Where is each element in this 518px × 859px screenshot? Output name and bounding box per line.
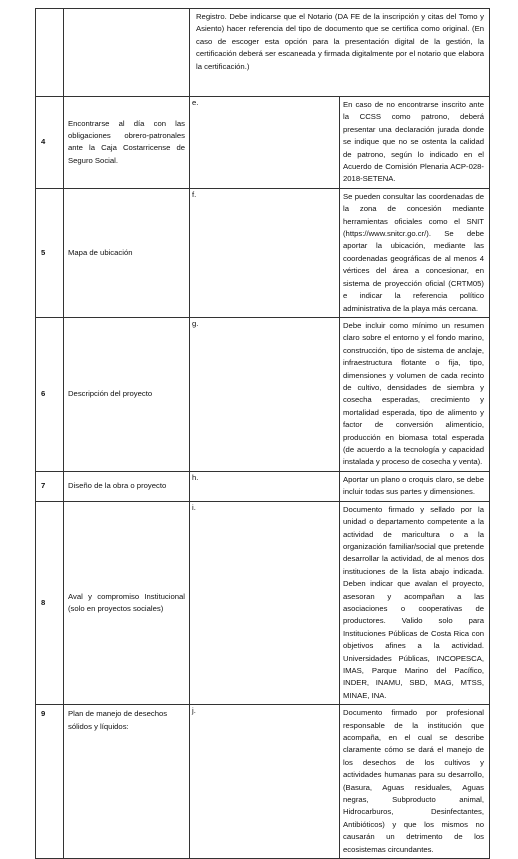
table-row xyxy=(36,188,490,317)
item-letter: e. xyxy=(190,97,340,189)
item-letter: j. xyxy=(190,705,340,859)
requirement-name xyxy=(64,9,190,97)
table-row xyxy=(36,501,490,705)
row-number: 4 xyxy=(36,97,64,189)
table-row xyxy=(36,471,490,501)
requirement-description: Documento firmado por profesional responsable de la institución que acompaña, en el cual se describe claramente cómo se dará el manejo de los desechos de los cultivos y actividades humanas para su desarrollo, (Basura, Aguas residuales, Aguas negras, Subproducto animal, Hidrocarburos, Desinfectantes, Antibióticos) y que los mismos no causarán un detrimento de los ecosistemas circundantes. xyxy=(340,705,490,859)
item-letter: i. xyxy=(190,501,340,705)
item-letter: h. xyxy=(190,471,340,501)
requirement-name: Mapa de ubicación xyxy=(64,188,190,317)
row-number: 9 xyxy=(36,705,64,859)
item-letter: f. xyxy=(190,188,340,317)
requirement-description: Aportar un plano o croquis claro, se debe incluir todas sus partes y dimensiones. xyxy=(340,471,490,501)
requirement-name: Descripción del proyecto xyxy=(64,317,190,471)
requirement-description: Se pueden consultar las coordenadas de la zona de concesión mediante herramientas oficiales como el SNIT (https://www.snitcr.go.cr/). Se debe aportar la ubicación, mediante las coordenadas geográficas de al menos 4 vértices del área a concesionar, en sistema de proyección oficial (CRTM05) e indicar la referencia político administrativa de la playa más cercana. xyxy=(340,188,490,317)
row-number: 5 xyxy=(36,188,64,317)
requirement-name: Encontrarse al día con las obligaciones obrero-patronales ante la Caja Costarricense de Seguro Social. xyxy=(64,97,190,189)
requirement-name: Plan de manejo de desechos sólidos y líquidos: xyxy=(64,705,190,859)
row-number: 8 xyxy=(36,501,64,705)
item-letter: g. xyxy=(190,317,340,471)
requirement-name: Aval y compromiso Institucional (solo en proyectos sociales) xyxy=(64,501,190,705)
row-number xyxy=(36,9,64,97)
table-row xyxy=(36,317,490,471)
requirement-description: Documento firmado y sellado por la unidad o departamento competente a la actividad de maricultura o a la organización familiar/social que pretende desarrollar la actividad, de al menos dos instituciones de la lista abajo indicada. Deben indicar que avalan el proyecto, asesoran y acompañan a las asociaciones o cooperativas de productores. Valido solo para Instituciones Públicas de Costa Rica con objetivos afines a la actividad. Universidades Públicas, INCOPESCA, IMAS, Parque Marino del Pacífico, INDER, INAMU, SBD, MAG, MTSS, MINAE, INA. xyxy=(340,501,490,705)
table-row xyxy=(36,9,490,97)
requirement-description: Debe incluir como mínimo un resumen claro sobre el entorno y el fondo marino, construcción, tipo de sistema de anclaje, infraestructura flotante o fija, tipo, dimensiones y volumen de cada recinto de cultivo, densidades de siembra y cosecha esperadas, crecimiento y mortalidad esperada, tipo de alimento y factor de conversión alimenticio, producción en biomasa total esperada (de acuerdo a la tecnología y capacidad instalada y proceso de cosecha y venta). xyxy=(340,317,490,471)
row-number: 7 xyxy=(36,471,64,501)
row-number: 6 xyxy=(36,317,64,471)
requirements-table xyxy=(35,8,490,859)
requirement-description: Registro. Debe indicarse que el Notario (DA FE de la inscripción y citas del Tomo y Asiento) hacer referencia del tipo de documento que se certifica como original. (En caso de escoger esta opción para la presentación digital de la gestión, la certificación deberá ser escaneada y firmada digitalmente por el notario que elabora la certificación.) xyxy=(190,9,490,97)
requirement-name: Diseño de la obra o proyecto xyxy=(64,471,190,501)
requirement-description: En caso de no encontrarse inscrito ante la CCSS como patrono, deberá presentar una declaración jurada donde se indique que no se ostenta la calidad de patrono, según lo indicado en el Acuerdo de Comisión Plenaria ACP-028-2018-SETENA. xyxy=(340,97,490,189)
table-row xyxy=(36,97,490,189)
table-row xyxy=(36,705,490,859)
